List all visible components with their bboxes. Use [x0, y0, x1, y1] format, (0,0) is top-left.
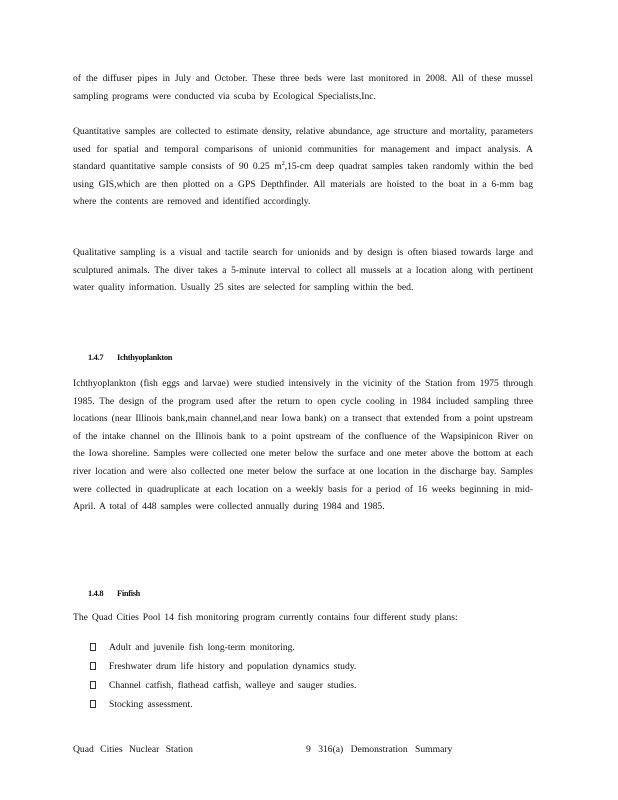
bullet-square-icon: [90, 700, 96, 708]
section-title: Finfish: [117, 589, 141, 598]
section-number: 1.4.7: [88, 353, 104, 362]
section-title: Ichthyoplankton: [117, 353, 173, 362]
section-heading-finfish: [88, 588, 140, 600]
footer-document-title: 9 316(a) Demonstration Summary: [306, 744, 453, 755]
paragraph-finfish: The Quad Cities Pool 14 fish monitoring program currently contains four different study plans:: [73, 612, 458, 623]
section-heading-ichthyoplankton: [88, 352, 172, 364]
paragraph-diffuser: of the diffuser pipes in July and October. These three beds were last monitored in 2008. All of these mussel sampling programs were conducted via scuba by Ecological Specialists,Inc.: [73, 73, 533, 102]
paragraph-ichthyoplankton: Ichthyoplankton (fish eggs and larvae) were studied intensively in the vicinity of the Station from 1975 through 1985. The design of the program used after the return to open cycle cooling in 1984 included sampling three locations (near Illinois bank,main channel,and near Iowa bank) on a transect that extended from a point upstream of the intake channel on the Illinois bank to a point upstream of the confluence of the Wapsipinicon River on the Iowa shoreline. Samples were collected one meter below the surface and one meter above the bottom at each river location and were also collected one meter below the surface at one location in the discharge bay. Samples were collected in quadruplicate at each location on a weekly basis for a period of 16 weeks beginning in mid-April. A total of 448 samples were collected annually during 1984 and 1985.: [73, 378, 533, 513]
study-plan-list: [90, 638, 356, 714]
bullet-square-icon: [90, 662, 96, 670]
quantitative-text-b: ,15-cm deep quadrat samples taken randomly within the bed using GIS,which are then plotted on a GPS Depthfinder. All materials are hoisted to the boat in a 6-mm bag where the contents are removed and identified accordingly.: [73, 161, 534, 208]
superscript-squared: 2: [281, 161, 285, 167]
bullet-square-icon: [90, 681, 96, 689]
paragraph-quantitative: [73, 123, 533, 211]
list-item: Channel catfish, flathead catfish, walleye and sauger studies.: [90, 676, 356, 695]
section-number: 1.4.8: [88, 589, 104, 598]
footer-station-name: Quad Cities Nuclear Station: [73, 744, 193, 755]
paragraph-qualitative: Qualitative sampling is a visual and tactile search for unionids and by design is often biased towards large and sculptured animals. The diver takes a 5-minute interval to collect all mussels at a location along with pertinent water quality information. Usually 25 sites are selected for sampling within the bed.: [73, 247, 533, 294]
list-item: Stocking assessment.: [90, 695, 356, 714]
bullet-square-icon: [90, 643, 96, 651]
quantitative-text-a: Quantitative samples are collected to estimate density, relative abundance, age structure and mortality, parameters used for spatial and temporal comparisons of unionid communities for management and impact analysis. A standard quantitative sample consists of 90 0.25 m: [73, 126, 533, 173]
list-item: Adult and juvenile fish long-term monitoring.: [90, 638, 356, 657]
list-item: Freshwater drum life history and population dynamics study.: [90, 657, 356, 676]
